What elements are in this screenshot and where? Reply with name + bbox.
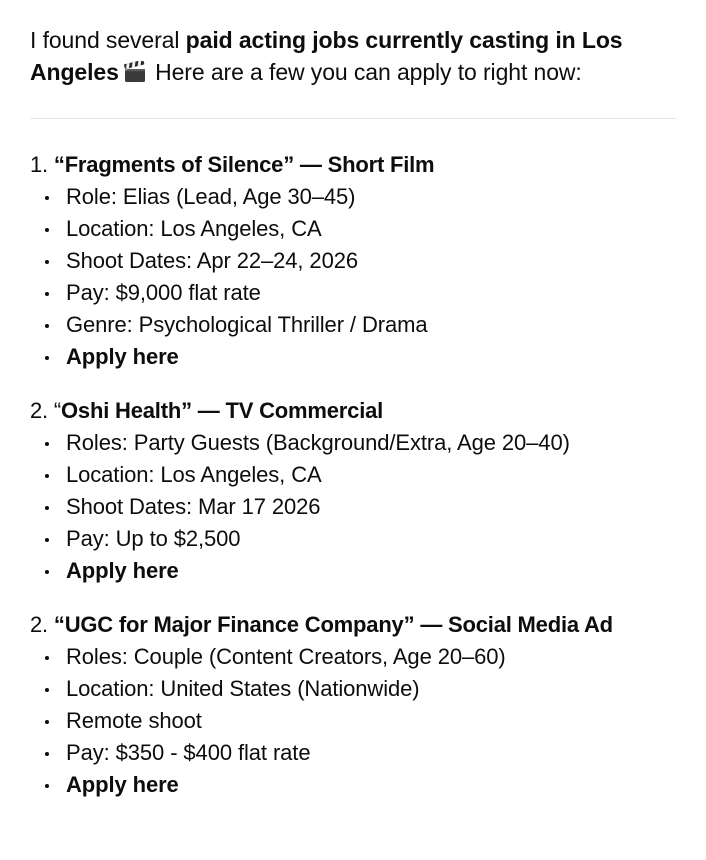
intro-suffix: Here are a few you can apply to right now: [148,59,582,85]
intro-paragraph [30,24,676,88]
job-listing-2 [30,395,676,587]
job-details-list [30,641,676,801]
job-number: 2. [30,612,48,637]
job-title [30,149,676,181]
job-details-list [30,181,676,373]
detail-location: Location: Los Angeles, CA [30,213,676,245]
detail-pay: Pay: Up to $2,500 [30,523,676,555]
open-quote: “ [53,152,65,177]
job-name: Fragments of Silence [64,152,284,177]
detail-genre: Genre: Psychological Thriller / Drama [30,309,676,341]
job-number: 1. [30,152,48,177]
divider [30,118,676,119]
intro-prefix: I found several [30,27,186,53]
close-quote: ” [181,398,192,423]
close-quote: ” [283,152,295,177]
open-quote: “ [53,612,65,637]
detail-shoot-dates: Shoot Dates: Apr 22–24, 2026 [30,245,676,277]
apply-item [30,555,676,587]
apply-item [30,769,676,801]
job-title [30,609,676,641]
apply-item [30,341,676,373]
job-details-list [30,427,676,587]
job-type: — Social Media Ad [414,612,613,637]
job-name: Oshi Health [61,398,182,423]
apply-link[interactable]: Apply here [66,344,179,369]
intro-highlight: paid acting jobs currently casting in Los Angeles [30,27,623,85]
detail-shoot-dates: Shoot Dates: Mar 17 2026 [30,491,676,523]
close-quote: ” [403,612,415,637]
apply-link[interactable]: Apply here [66,772,179,797]
job-type: — TV Commercial [191,398,384,423]
detail-role: Role: Elias (Lead, Age 30–45) [30,181,676,213]
apply-link[interactable]: Apply here [66,558,179,583]
open-quote: “ [53,398,62,423]
detail-roles: Roles: Party Guests (Background/Extra, Age 20–40) [30,427,676,459]
job-listing-1 [30,149,676,373]
detail-pay: Pay: $9,000 flat rate [30,277,676,309]
detail-location: Location: United States (Nationwide) [30,673,676,705]
job-listing-3 [30,609,676,801]
job-title [30,395,676,427]
clapper-board-icon [123,61,147,83]
detail-roles: Roles: Couple (Content Creators, Age 20–60) [30,641,676,673]
job-name: UGC for Major Finance Company [64,612,404,637]
job-number: 2. [30,398,48,423]
detail-location: Location: Los Angeles, CA [30,459,676,491]
job-type: — Short Film [294,152,435,177]
detail-pay: Pay: $350 - $400 flat rate [30,737,676,769]
detail-remote: Remote shoot [30,705,676,737]
